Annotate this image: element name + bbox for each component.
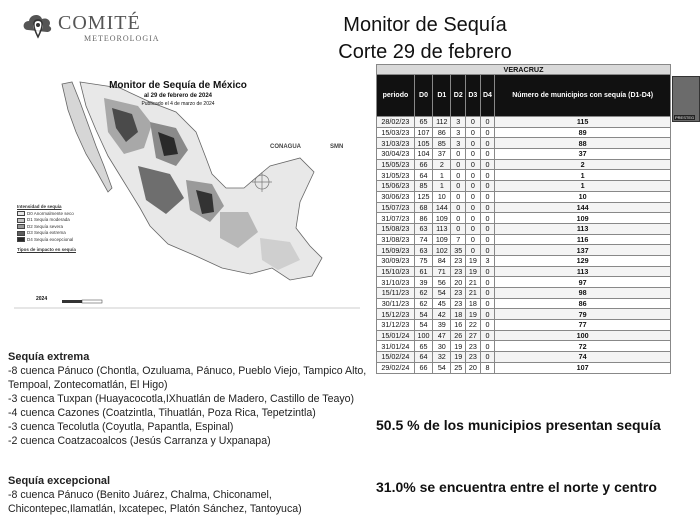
table-cell: 0 bbox=[480, 202, 495, 213]
table-cell: 31/07/23 bbox=[377, 213, 415, 224]
table-cell: 112 bbox=[433, 117, 451, 128]
table-cell: 23 bbox=[451, 288, 466, 299]
table-cell: 8 bbox=[480, 362, 495, 373]
table-cell: 20 bbox=[451, 277, 466, 288]
table-cell: 16 bbox=[451, 320, 466, 331]
legend-swatch bbox=[17, 218, 25, 223]
table-cell: 20 bbox=[466, 362, 481, 373]
table-cell: 86 bbox=[433, 127, 451, 138]
table-cell: 0 bbox=[451, 149, 466, 160]
table-cell: 84 bbox=[433, 255, 451, 266]
legend-swatch bbox=[17, 224, 25, 229]
legend-label: D4 Sequía excepcional bbox=[27, 236, 74, 242]
table-header-cell: D0 bbox=[414, 75, 432, 117]
title-line-2: Corte 29 de febrero bbox=[338, 41, 512, 63]
table-header-cell: D1 bbox=[433, 75, 451, 117]
table-body bbox=[377, 117, 671, 374]
smn-logo: SMN bbox=[330, 144, 344, 150]
table-cell: 54 bbox=[433, 362, 451, 373]
table-cell: 19 bbox=[451, 352, 466, 363]
table-row bbox=[377, 277, 671, 288]
table-cell: 0 bbox=[480, 159, 495, 170]
table-cell: 2 bbox=[433, 159, 451, 170]
table-cell: 74 bbox=[495, 352, 671, 363]
table-cell: 15/05/23 bbox=[377, 159, 415, 170]
table-cell: 15/12/23 bbox=[377, 309, 415, 320]
table-cell: 89 bbox=[495, 127, 671, 138]
table-cell: 1 bbox=[433, 181, 451, 192]
impact-title: Tipos de impacto en sequía bbox=[17, 247, 76, 252]
table-row bbox=[377, 223, 671, 234]
table-row bbox=[377, 202, 671, 213]
table-cell: 28/02/23 bbox=[377, 117, 415, 128]
table-row bbox=[377, 341, 671, 352]
table-cell: 0 bbox=[480, 288, 495, 299]
table-cell: 0 bbox=[480, 330, 495, 341]
table-cell: 116 bbox=[495, 234, 671, 245]
table-row bbox=[377, 245, 671, 256]
table-cell: 0 bbox=[451, 223, 466, 234]
table-cell: 0 bbox=[466, 117, 481, 128]
table-cell: 79 bbox=[495, 309, 671, 320]
table-cell: 30/06/23 bbox=[377, 191, 415, 202]
table-cell: 21 bbox=[466, 288, 481, 299]
table-cell: 109 bbox=[433, 213, 451, 224]
table-cell: 0 bbox=[466, 159, 481, 170]
table-cell: 0 bbox=[451, 213, 466, 224]
table-cell: 0 bbox=[466, 127, 481, 138]
table-cell: 104 bbox=[414, 149, 432, 160]
table-row bbox=[377, 330, 671, 341]
drought-table bbox=[376, 64, 671, 374]
stat-north-center: 31.0% se encuentra entre el norte y centro bbox=[376, 479, 657, 495]
table-cell: 65 bbox=[414, 341, 432, 352]
table-header-cell: D3 bbox=[466, 75, 481, 117]
table-cell: 54 bbox=[414, 309, 432, 320]
table-header-cell: Número de municipios con sequía (D1-D4) bbox=[495, 75, 671, 117]
table-cell: 30/04/23 bbox=[377, 149, 415, 160]
table-cell: 15/03/23 bbox=[377, 127, 415, 138]
table-cell: 30 bbox=[433, 341, 451, 352]
table-cell: 0 bbox=[480, 127, 495, 138]
table-row bbox=[377, 255, 671, 266]
table-cell: 0 bbox=[480, 309, 495, 320]
table-cell: 0 bbox=[480, 341, 495, 352]
table-cell: 0 bbox=[466, 234, 481, 245]
table-cell: 3 bbox=[451, 127, 466, 138]
veracruz-table bbox=[376, 64, 671, 374]
table-cell: 144 bbox=[495, 202, 671, 213]
table-cell: 15/06/23 bbox=[377, 181, 415, 192]
table-cell: 0 bbox=[480, 223, 495, 234]
table-row bbox=[377, 127, 671, 138]
table-cell: 42 bbox=[433, 309, 451, 320]
table-header-cell: D4 bbox=[480, 75, 495, 117]
map-published: Publicado el 4 de marzo de 2024 bbox=[141, 101, 215, 107]
table-cell: 0 bbox=[480, 213, 495, 224]
table-cell: 0 bbox=[466, 138, 481, 149]
table-cell: 56 bbox=[433, 277, 451, 288]
table-cell: 0 bbox=[466, 149, 481, 160]
table-cell: 47 bbox=[433, 330, 451, 341]
table-cell: 68 bbox=[414, 202, 432, 213]
table-cell: 129 bbox=[495, 255, 671, 266]
table-cell: 0 bbox=[480, 138, 495, 149]
table-cell: 54 bbox=[433, 288, 451, 299]
table-cell: 98 bbox=[495, 288, 671, 299]
table-cell: 0 bbox=[466, 170, 481, 181]
table-cell: 0 bbox=[480, 234, 495, 245]
table-cell: 102 bbox=[433, 245, 451, 256]
table-cell: 0 bbox=[466, 223, 481, 234]
table-cell: 61 bbox=[414, 266, 432, 277]
table-row bbox=[377, 234, 671, 245]
table-cell: 64 bbox=[414, 170, 432, 181]
table-cell: 19 bbox=[466, 255, 481, 266]
logo-subtitle: METEOROLOGIA bbox=[84, 34, 160, 43]
table-cell: 39 bbox=[414, 277, 432, 288]
map-title: Monitor de Sequía de México bbox=[109, 80, 247, 91]
legend-label: D0 Anormalmente seco bbox=[27, 210, 74, 216]
drought-map bbox=[0, 62, 372, 338]
table-cell: 65 bbox=[414, 117, 432, 128]
table-cell: 64 bbox=[414, 352, 432, 363]
table-cell: 66 bbox=[414, 362, 432, 373]
logo-name: COMITÉ bbox=[58, 12, 141, 34]
table-cell: 137 bbox=[495, 245, 671, 256]
table-cell: 19 bbox=[466, 266, 481, 277]
title-line-1: Monitor de Sequía bbox=[343, 14, 507, 36]
table-cell: 0 bbox=[480, 277, 495, 288]
table-cell: 31/01/24 bbox=[377, 341, 415, 352]
table-cell: 0 bbox=[451, 181, 466, 192]
table-cell: 107 bbox=[414, 127, 432, 138]
table-cell: 62 bbox=[414, 288, 432, 299]
table-cell: 54 bbox=[414, 320, 432, 331]
legend-swatch bbox=[17, 237, 25, 242]
table-row bbox=[377, 352, 671, 363]
table-cell: 0 bbox=[480, 298, 495, 309]
table-cell: 10 bbox=[433, 191, 451, 202]
table-cell: 35 bbox=[451, 245, 466, 256]
video-thumbnail[interactable] bbox=[672, 76, 700, 122]
table-cell: 31/05/23 bbox=[377, 170, 415, 181]
table-cell: 0 bbox=[466, 181, 481, 192]
table-cell: 86 bbox=[495, 298, 671, 309]
table-cell: 19 bbox=[451, 341, 466, 352]
table-cell: 113 bbox=[495, 266, 671, 277]
table-cell: 74 bbox=[414, 234, 432, 245]
table-cell: 23 bbox=[466, 352, 481, 363]
slide-title bbox=[300, 12, 550, 66]
table-cell: 31/03/23 bbox=[377, 138, 415, 149]
table-cell: 85 bbox=[433, 138, 451, 149]
exceptional-line: -8 cuenca Pánuco (Benito Juárez, Chalma, Chiconamel, Chicontepec,Ilamatlán, Ixcatepec, Platón Sánchez, Tantoyuca) bbox=[8, 489, 302, 515]
table-cell: 23 bbox=[451, 255, 466, 266]
table-header-row bbox=[377, 75, 671, 117]
table-cell: 1 bbox=[495, 181, 671, 192]
table-row bbox=[377, 309, 671, 320]
extreme-line: -4 cuenca Cazones (Coatzintla, Tihuatlán, Poza Rica, Tepetzintla) bbox=[8, 407, 316, 419]
table-cell: 15/07/23 bbox=[377, 202, 415, 213]
table-cell: 107 bbox=[495, 362, 671, 373]
legend-swatch bbox=[17, 211, 25, 216]
table-cell: 0 bbox=[480, 181, 495, 192]
table-cell: 66 bbox=[414, 159, 432, 170]
stat-municipalities: 50.5 % de los municipios presentan sequía bbox=[376, 417, 661, 433]
table-row bbox=[377, 320, 671, 331]
table-cell: 37 bbox=[433, 149, 451, 160]
table-cell: 75 bbox=[414, 255, 432, 266]
table-cell: 113 bbox=[433, 223, 451, 234]
table-cell: 144 bbox=[433, 202, 451, 213]
table-cell: 18 bbox=[451, 309, 466, 320]
table-cell: 15/08/23 bbox=[377, 223, 415, 234]
table-row bbox=[377, 191, 671, 202]
table-row bbox=[377, 149, 671, 160]
extreme-line: -3 cuenca Tecolutla (Coyutla, Papantla, Espinal) bbox=[8, 421, 234, 433]
table-cell: 0 bbox=[480, 266, 495, 277]
table-cell: 10 bbox=[495, 191, 671, 202]
table-cell: 37 bbox=[495, 149, 671, 160]
table-header-cell: D2 bbox=[451, 75, 466, 117]
table-cell: 105 bbox=[414, 138, 432, 149]
table-cell: 15/11/23 bbox=[377, 288, 415, 299]
table-cell: 115 bbox=[495, 117, 671, 128]
table-cell: 0 bbox=[466, 213, 481, 224]
table-row bbox=[377, 138, 671, 149]
legend-title: Intensidad de sequía bbox=[17, 204, 62, 209]
table-cell: 0 bbox=[480, 191, 495, 202]
table-cell: 15/02/24 bbox=[377, 352, 415, 363]
comite-logo bbox=[22, 10, 162, 46]
table-cell: 0 bbox=[466, 191, 481, 202]
table-cell: 32 bbox=[433, 352, 451, 363]
table-cell: 27 bbox=[466, 330, 481, 341]
table-cell: 85 bbox=[414, 181, 432, 192]
table-cell: 15/01/24 bbox=[377, 330, 415, 341]
table-cell: 3 bbox=[451, 138, 466, 149]
table-cell: 109 bbox=[495, 213, 671, 224]
table-cell: 1 bbox=[495, 170, 671, 181]
map-legend bbox=[17, 204, 87, 254]
table-cell: 109 bbox=[433, 234, 451, 245]
table-cell: 62 bbox=[414, 298, 432, 309]
table-cell: 0 bbox=[480, 170, 495, 181]
table-cell: 0 bbox=[480, 352, 495, 363]
cloud-pin-icon bbox=[22, 10, 56, 42]
extreme-heading: Sequía extrema bbox=[8, 351, 90, 363]
legend-swatch bbox=[17, 231, 25, 236]
table-cell: 0 bbox=[451, 170, 466, 181]
table-cell: 25 bbox=[451, 362, 466, 373]
table-cell: 21 bbox=[466, 277, 481, 288]
table-cell: 7 bbox=[451, 234, 466, 245]
table-cell: 31/10/23 bbox=[377, 277, 415, 288]
table-region: VERACRUZ bbox=[377, 65, 671, 75]
table-cell: 0 bbox=[480, 320, 495, 331]
table-cell: 29/02/24 bbox=[377, 362, 415, 373]
table-row bbox=[377, 181, 671, 192]
table-cell: 0 bbox=[480, 245, 495, 256]
legend-label: D2 Sequía severa bbox=[27, 223, 64, 229]
table-cell: 63 bbox=[414, 245, 432, 256]
table-row bbox=[377, 266, 671, 277]
table-cell: 77 bbox=[495, 320, 671, 331]
table-cell: 26 bbox=[451, 330, 466, 341]
legend-item bbox=[17, 237, 87, 244]
table-cell: 0 bbox=[451, 202, 466, 213]
table-header-cell: periodo bbox=[377, 75, 415, 117]
table-cell: 100 bbox=[414, 330, 432, 341]
table-row bbox=[377, 288, 671, 299]
legend-label: D1 Sequía moderada bbox=[27, 217, 70, 222]
map-subtitle: al 29 de febrero de 2024 bbox=[143, 93, 213, 99]
exceptional-drought-block bbox=[8, 474, 373, 516]
table-cell: 15/09/23 bbox=[377, 245, 415, 256]
exceptional-heading: Sequía excepcional bbox=[8, 475, 111, 487]
table-cell: 23 bbox=[451, 298, 466, 309]
map-year: 2024 bbox=[36, 296, 48, 302]
table-cell: 0 bbox=[451, 159, 466, 170]
video-label: PRESTEG bbox=[675, 115, 695, 120]
table-cell: 125 bbox=[414, 191, 432, 202]
table-row bbox=[377, 298, 671, 309]
table-cell: 19 bbox=[466, 309, 481, 320]
table-cell: 31/08/23 bbox=[377, 234, 415, 245]
table-cell: 100 bbox=[495, 330, 671, 341]
table-cell: 0 bbox=[466, 245, 481, 256]
table-cell: 3 bbox=[451, 117, 466, 128]
table-row bbox=[377, 362, 671, 373]
table-row bbox=[377, 159, 671, 170]
table-cell: 71 bbox=[433, 266, 451, 277]
table-cell: 0 bbox=[480, 117, 495, 128]
table-cell: 3 bbox=[480, 255, 495, 266]
table-cell: 22 bbox=[466, 320, 481, 331]
conagua-logo: CONAGUA bbox=[270, 144, 301, 150]
table-row bbox=[377, 213, 671, 224]
extreme-line: -3 cuenca Tuxpan (Huayacocotla,IXhuatlán de Madero, Castillo de Teayo) bbox=[8, 393, 355, 405]
table-cell: 63 bbox=[414, 223, 432, 234]
table-cell: 30/09/23 bbox=[377, 255, 415, 266]
table-cell: 30/11/23 bbox=[377, 298, 415, 309]
table-cell: 31/12/23 bbox=[377, 320, 415, 331]
table-row bbox=[377, 117, 671, 128]
table-cell: 15/10/23 bbox=[377, 266, 415, 277]
table-cell: 88 bbox=[495, 138, 671, 149]
extreme-line: -8 cuenca Pánuco (Chontla, Ozuluama, Pánuco, Pueblo Viejo, Tampico Alto, Tempoal, Zontecomatlán, El Higo) bbox=[8, 365, 367, 391]
table-cell: 0 bbox=[480, 149, 495, 160]
table-cell: 23 bbox=[451, 266, 466, 277]
table-cell: 113 bbox=[495, 223, 671, 234]
table-cell: 45 bbox=[433, 298, 451, 309]
extreme-drought-block bbox=[8, 350, 373, 448]
legend-label: D3 Sequía extrema bbox=[27, 230, 66, 235]
table-cell: 86 bbox=[414, 213, 432, 224]
table-cell: 0 bbox=[466, 202, 481, 213]
table-cell: 18 bbox=[466, 298, 481, 309]
table-cell: 97 bbox=[495, 277, 671, 288]
extreme-line: -2 cuenca Coatzacoalcos (Jesús Carranza y Uxpanapa) bbox=[8, 435, 271, 447]
table-row bbox=[377, 170, 671, 181]
table-cell: 39 bbox=[433, 320, 451, 331]
table-cell: 1 bbox=[433, 170, 451, 181]
table-cell: 0 bbox=[451, 191, 466, 202]
table-cell: 23 bbox=[466, 341, 481, 352]
table-cell: 72 bbox=[495, 341, 671, 352]
table-cell: 2 bbox=[495, 159, 671, 170]
